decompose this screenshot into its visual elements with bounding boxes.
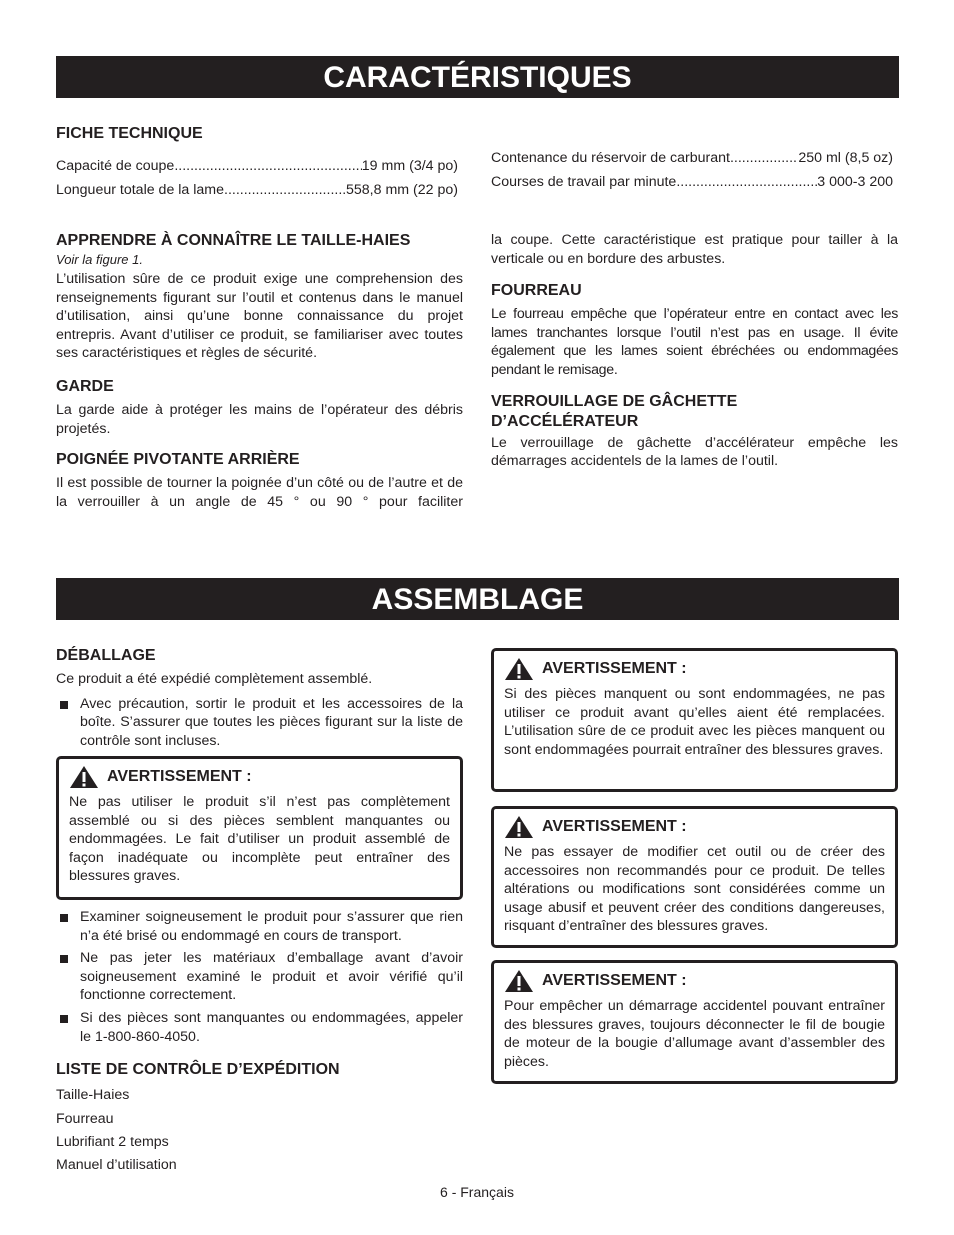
list-item: Taille-Haies — [56, 1087, 130, 1104]
warning-triangle-icon — [504, 969, 534, 993]
bullet-square — [60, 955, 68, 963]
liste-title: LISTE DE CONTRÔLE D’EXPÉDITION — [56, 1061, 340, 1079]
fourreau-body: Le fourreau empêche que l’opérateur entre en contact avec les lames tranchantes lorsque l’outil n’est pas en usage. Il évite également que les lames soient ébréchées ou endommagées pendant le remisage. — [491, 306, 898, 378]
verrouillage-title: VERROUILLAGE DE GÂCHETTE D’ACCÉLÉRATEUR — [491, 392, 738, 430]
warning-text: Ne pas essayer de modifier cet outil ou de créer des accessoires non recommandés pour ce produit. De telles altérations ou modifications sont considérées comme un usage abusif et peuvent créer des conditions dangereuses, risquant d’entraîner des blessures graves. — [504, 844, 885, 935]
warning-triangle-icon — [504, 815, 534, 839]
apprendre-body: L’utilisation sûre de ce produit exige une comprehension des renseignements figurant sur l’outil et contenus dans le manuel d’utilisation, ainsi qu’une bonne connaissance du projet entrepris. Avant d’utiliser ce produit, se familiariser avec toutes ses caractéristiques et règles de sécurité. — [56, 271, 463, 362]
section-banner-caracteristiques: CARACTÉRISTIQUES — [56, 56, 899, 98]
liste-items — [56, 1084, 463, 1178]
list-item: Avec précaution, sortir le produit et les accessoires de la boîte. S’assurer que toutes les pièces figurant sur la liste de contrôle sont incluses. — [56, 695, 463, 751]
apprendre-figure-ref: Voir la figure 1. — [56, 252, 143, 267]
deballage-section — [56, 646, 463, 750]
warning-triangle-icon — [504, 657, 534, 681]
spec-row: Contenance du réservoir de carburant ..... 250 ml (8,5 oz) — [491, 146, 893, 170]
fiche-technique-right — [491, 146, 893, 194]
caracteristiques-left-column — [56, 231, 463, 511]
bullet-square — [60, 1015, 68, 1023]
deballage-title: DÉBALLAGE — [56, 647, 156, 664]
fourreau-title: FOURREAU — [491, 282, 582, 300]
spec-row: Courses de travail par minute ..... 3 000-3 200 — [491, 170, 893, 194]
bullet-square — [60, 914, 68, 922]
warning-text: Si des pièces manquent ou sont endommagées, ne pas utiliser ce produit avant qu’elles aient été remplacées. L’utilisation sûre de ce produit avec les pièces manquent ou sont endommagées pourrait entraîner des blessures graves. — [504, 686, 885, 758]
list-item: Manuel d’utilisation — [56, 1157, 177, 1174]
warning-label: AVERTISSEMENT : — [107, 767, 252, 785]
apprendre-title: APPRENDRE À CONNAÎTRE LE TAILLE-HAIES — [56, 232, 411, 249]
poignee-title: POIGNÉE PIVOTANTE ARRIÈRE — [56, 451, 300, 469]
page-footer: 6 - Français — [440, 1184, 514, 1200]
deballage-bullets — [56, 904, 463, 1178]
warning-triangle-icon — [69, 765, 99, 789]
list-item: Examiner soigneusement le produit pour s’assurer que rien n’a été brisé ou endommagé en cours de transport. — [56, 908, 463, 945]
warning-text: Pour empêcher un démarrage accidentel pouvant entraîner des blessures graves, toujours déconnecter le fil de bougie de moteur de la bougie d’allumage avant d’assembler des pièces. — [504, 998, 885, 1070]
warning-box-2 — [491, 806, 898, 948]
warning-label: AVERTISSEMENT : — [542, 817, 687, 835]
warning-box-3 — [491, 960, 898, 1084]
warning-label: AVERTISSEMENT : — [542, 971, 687, 989]
garde-title: GARDE — [56, 377, 114, 395]
poignee-body: Il est possible de tourner la poignée d’un côté ou de l’autre et de la verrouiller à un angle de 45 ° ou 90 ° pour faciliter — [56, 475, 463, 510]
warning-label: AVERTISSEMENT : — [542, 659, 687, 677]
section-banner-assemblage: ASSEMBLAGE — [56, 578, 899, 620]
warning-box-1 — [491, 648, 898, 792]
verrouillage-body: Le verrouillage de gâchette d’accélérateur empêche les démarrages accidentels de la lames de l’outil. — [491, 434, 898, 470]
list-item: Ne pas jeter les matériaux d’emballage avant d’avoir soigneusement examiné le produit et avoir vérifié qu’il fonctionne correctement. — [56, 949, 463, 1005]
poignee-body-continued: la coupe. Cette caractéristique est pratique pour tailler à la verticale ou en bordure des arbustes. — [491, 232, 898, 267]
list-item: Si des pièces sont manquantes ou endommagées, appeler le 1-800-860-4050. — [56, 1009, 463, 1046]
spec-row: Longueur totale de la lame ..... 558,8 mm (22 po) — [56, 178, 458, 202]
caracteristiques-right-column — [491, 231, 898, 471]
deballage-intro: Ce produit a été expédié complètement assemblé. — [56, 671, 373, 687]
garde-body: La garde aide à protéger les mains de l’opérateur des débris projetés. — [56, 401, 463, 437]
list-item: Lubrifiant 2 temps — [56, 1133, 169, 1150]
bullet-square — [60, 701, 68, 709]
warning-box-left — [56, 756, 463, 900]
fiche-technique-title: FICHE TECHNIQUE — [56, 125, 203, 142]
list-item: Fourreau — [56, 1110, 114, 1127]
fiche-technique-left — [56, 124, 458, 202]
spec-row: Capacité de coupe ..... 19 mm (3/4 po) — [56, 154, 458, 178]
warning-text: Ne pas utiliser le produit s’il n’est pas complètement assemblé ou si des pièces semblent manquantes ou endommagées. Le fait d’utiliser un produit assemblé de façon inadéquate ou incomplète peut entraîner des blessures graves. — [69, 794, 450, 885]
